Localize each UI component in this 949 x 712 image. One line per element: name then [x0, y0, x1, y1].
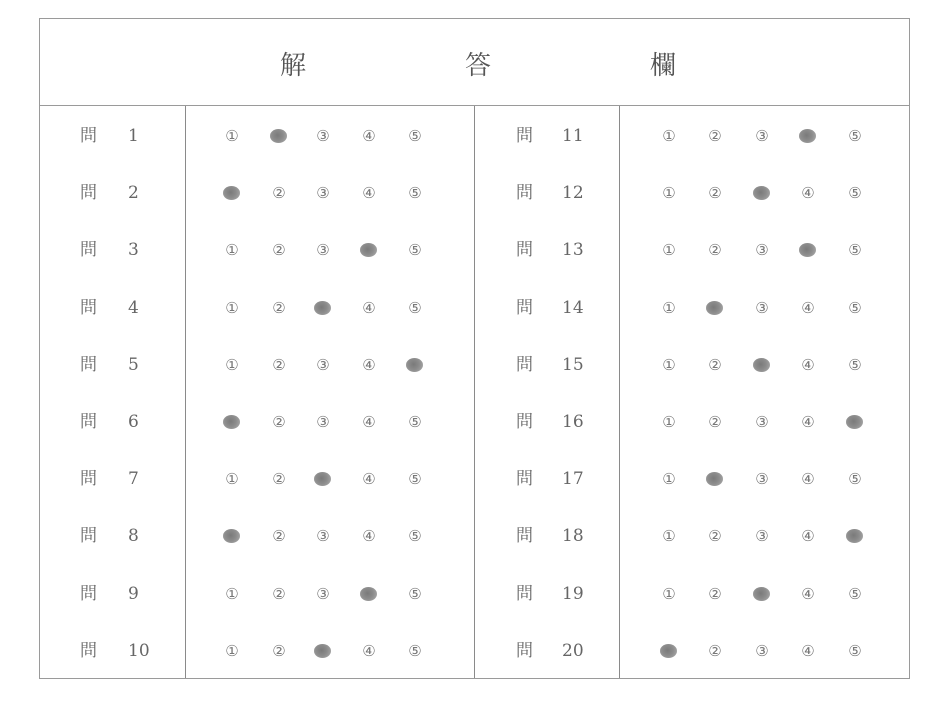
answer-bubble-4[interactable]: ④: [362, 641, 376, 660]
answer-bubble-3[interactable]: ③: [316, 127, 330, 145]
answer-bubble-3[interactable]: ③: [755, 298, 769, 317]
answer-bubble-3[interactable]: ③: [316, 355, 330, 374]
answer-bubble-5[interactable]: ⑤: [848, 641, 862, 660]
answer-bubble-3[interactable]: ③: [755, 641, 769, 660]
answer-bubble-2[interactable]: ②: [272, 184, 286, 203]
answer-bubble-1[interactable]: ①: [225, 241, 239, 260]
question-label: 問: [516, 469, 533, 490]
answer-bubble-3[interactable]: ③: [755, 527, 769, 546]
answer-bubble-3[interactable]: ③: [316, 241, 330, 260]
answer-bubble-5[interactable]: [405, 355, 425, 375]
title-char-1: 解: [280, 51, 307, 81]
answer-bubble-5[interactable]: ⑤: [408, 127, 422, 145]
answer-bubble-2[interactable]: ②: [708, 184, 722, 203]
answer-bubble-1[interactable]: ①: [662, 127, 676, 145]
answer-bubble-4[interactable]: ④: [801, 184, 815, 203]
answer-bubble-4[interactable]: [798, 126, 818, 146]
answer-bubble-4[interactable]: ④: [362, 298, 376, 317]
question-label: 問: [516, 126, 533, 146]
question-number: 12: [562, 183, 584, 204]
answer-bubble-3[interactable]: ③: [755, 470, 769, 489]
answer-bubble-3[interactable]: ③: [316, 584, 330, 603]
answer-bubble-5[interactable]: ⑤: [848, 470, 862, 489]
answer-bubble-1[interactable]: [222, 526, 242, 546]
answer-bubble-1[interactable]: [659, 641, 679, 661]
answer-bubble-4[interactable]: [359, 584, 379, 604]
answer-bubble-4[interactable]: ④: [801, 527, 815, 546]
question-label: 問: [516, 183, 533, 204]
question-number: 3: [128, 240, 139, 261]
title-char-2: 答: [465, 51, 492, 81]
answer-bubble-5[interactable]: ⑤: [848, 298, 862, 317]
answer-bubble-5[interactable]: ⑤: [408, 184, 422, 203]
title-char-3: 欄: [650, 51, 677, 81]
answer-bubble-4[interactable]: ④: [362, 413, 376, 431]
answer-bubble-2[interactable]: [269, 126, 289, 146]
question-label: 問: [80, 126, 97, 146]
answer-bubble-4[interactable]: ④: [801, 470, 815, 489]
answer-bubble-4[interactable]: [798, 240, 818, 260]
answer-bubble-1[interactable]: ①: [662, 298, 676, 317]
question-label: 問: [80, 526, 97, 547]
answer-bubble-3[interactable]: ③: [316, 413, 330, 431]
question-number: 18: [562, 526, 584, 547]
question-number: 8: [128, 526, 139, 547]
answer-bubble-1[interactable]: [222, 183, 242, 203]
answer-bubble-2[interactable]: ②: [272, 298, 286, 317]
answer-bubble-1[interactable]: ①: [662, 527, 676, 546]
answer-bubble-5[interactable]: ⑤: [848, 184, 862, 203]
answer-bubble-4[interactable]: ④: [801, 298, 815, 317]
question-label: 問: [516, 412, 533, 432]
answer-bubble-3[interactable]: [313, 641, 333, 661]
answer-bubble-1[interactable]: ①: [662, 355, 676, 374]
answer-bubble-1[interactable]: ①: [225, 298, 239, 317]
answer-bubble-2[interactable]: ②: [708, 527, 722, 546]
question-label: 問: [80, 640, 97, 661]
answer-bubble-3[interactable]: ③: [755, 241, 769, 260]
answer-bubble-1[interactable]: ①: [225, 470, 239, 489]
question-label: 問: [516, 583, 533, 604]
question-number: 14: [562, 297, 584, 318]
answer-bubble-4[interactable]: ④: [801, 355, 815, 374]
answer-bubble-2[interactable]: ②: [708, 641, 722, 660]
question-label: 問: [80, 183, 97, 204]
answer-bubble-2[interactable]: ②: [272, 355, 286, 374]
answer-bubble-2[interactable]: [705, 298, 725, 318]
answer-bubble-2[interactable]: ②: [708, 127, 722, 145]
answer-bubble-3[interactable]: [752, 183, 772, 203]
answer-bubble-5[interactable]: ⑤: [848, 584, 862, 603]
answer-bubble-4[interactable]: [359, 240, 379, 260]
question-number: 7: [128, 469, 139, 490]
answer-bubble-5[interactable]: ⑤: [848, 241, 862, 260]
answer-bubble-2[interactable]: ②: [708, 584, 722, 603]
question-label: 問: [516, 640, 533, 661]
answer-bubble-4[interactable]: ④: [801, 641, 815, 660]
question-number: 17: [562, 469, 584, 490]
answer-bubble-4[interactable]: ④: [362, 470, 376, 489]
answer-bubble-1[interactable]: ①: [662, 241, 676, 260]
question-number: 20: [562, 640, 584, 661]
answer-bubble-1[interactable]: ①: [662, 584, 676, 603]
answer-bubble-1[interactable]: ①: [225, 584, 239, 603]
answer-bubble-3[interactable]: [752, 355, 772, 375]
answer-bubble-5[interactable]: [845, 412, 865, 432]
answer-bubble-2[interactable]: ②: [272, 470, 286, 489]
answer-bubble-4[interactable]: ④: [801, 413, 815, 431]
question-label: 問: [80, 583, 97, 604]
question-number: 1: [128, 126, 139, 146]
answer-bubble-1[interactable]: ①: [225, 355, 239, 374]
question-number: 6: [128, 412, 139, 432]
answer-bubble-2[interactable]: ②: [272, 413, 286, 431]
question-number: 9: [128, 583, 139, 604]
answer-bubble-3[interactable]: ③: [755, 413, 769, 431]
question-number: 13: [562, 240, 584, 261]
answer-sheet-header: [40, 19, 909, 106]
answer-bubble-4[interactable]: ④: [362, 527, 376, 546]
column-divider: [474, 106, 475, 678]
answer-bubble-3[interactable]: ③: [316, 527, 330, 546]
question-label: 問: [516, 354, 533, 375]
question-label: 問: [80, 297, 97, 318]
answer-bubble-2[interactable]: ②: [708, 241, 722, 260]
answer-bubble-5[interactable]: ⑤: [848, 127, 862, 145]
answer-bubble-2[interactable]: ②: [272, 584, 286, 603]
answer-bubble-4[interactable]: ④: [362, 127, 376, 145]
answer-bubble-5[interactable]: ⑤: [408, 413, 422, 431]
answer-bubble-1[interactable]: ①: [225, 641, 239, 660]
answer-bubble-3[interactable]: ③: [755, 127, 769, 145]
question-number: 4: [128, 297, 139, 318]
answer-bubble-5[interactable]: ⑤: [408, 527, 422, 546]
question-number: 15: [562, 354, 584, 375]
answer-bubble-4[interactable]: ④: [362, 355, 376, 374]
answer-bubble-4[interactable]: ④: [362, 184, 376, 203]
answer-bubble-5[interactable]: ⑤: [408, 584, 422, 603]
answer-sheet: [39, 18, 910, 679]
question-number: 16: [562, 412, 584, 432]
answer-bubble-1[interactable]: ①: [662, 184, 676, 203]
question-label: 問: [80, 240, 97, 261]
answer-bubble-5[interactable]: ⑤: [408, 641, 422, 660]
answer-bubble-5[interactable]: ⑤: [408, 241, 422, 260]
question-number: 5: [128, 354, 139, 375]
answer-bubble-2[interactable]: [705, 469, 725, 489]
answer-bubble-5[interactable]: ⑤: [408, 470, 422, 489]
answer-bubble-2[interactable]: ②: [272, 641, 286, 660]
question-number: 19: [562, 583, 584, 604]
question-label: 問: [516, 240, 533, 261]
answer-bubble-1[interactable]: ①: [662, 413, 676, 431]
answer-bubble-3[interactable]: [752, 584, 772, 604]
question-label: 問: [80, 354, 97, 375]
column-divider: [185, 106, 186, 678]
answer-bubble-2[interactable]: ②: [272, 241, 286, 260]
answer-bubble-5[interactable]: ⑤: [848, 355, 862, 374]
answer-bubble-5[interactable]: ⑤: [408, 298, 422, 317]
column-divider: [619, 106, 620, 678]
question-label: 問: [516, 526, 533, 547]
question-label: 問: [516, 297, 533, 318]
question-label: 問: [80, 469, 97, 490]
question-number: 11: [562, 126, 584, 146]
answer-bubble-1[interactable]: ①: [662, 470, 676, 489]
answer-bubble-2[interactable]: ②: [272, 527, 286, 546]
question-number: 10: [128, 640, 150, 661]
question-number: 2: [128, 183, 139, 204]
answer-bubble-3[interactable]: ③: [316, 184, 330, 203]
answer-bubble-1[interactable]: ①: [225, 127, 239, 145]
answer-bubble-4[interactable]: ④: [801, 584, 815, 603]
answer-bubble-1[interactable]: [222, 412, 242, 432]
answer-bubble-5[interactable]: [845, 526, 865, 546]
answer-bubble-3[interactable]: [313, 298, 333, 318]
question-label: 問: [80, 412, 97, 432]
answer-bubble-2[interactable]: ②: [708, 355, 722, 374]
answer-bubble-3[interactable]: [313, 469, 333, 489]
answer-bubble-2[interactable]: ②: [708, 413, 722, 431]
